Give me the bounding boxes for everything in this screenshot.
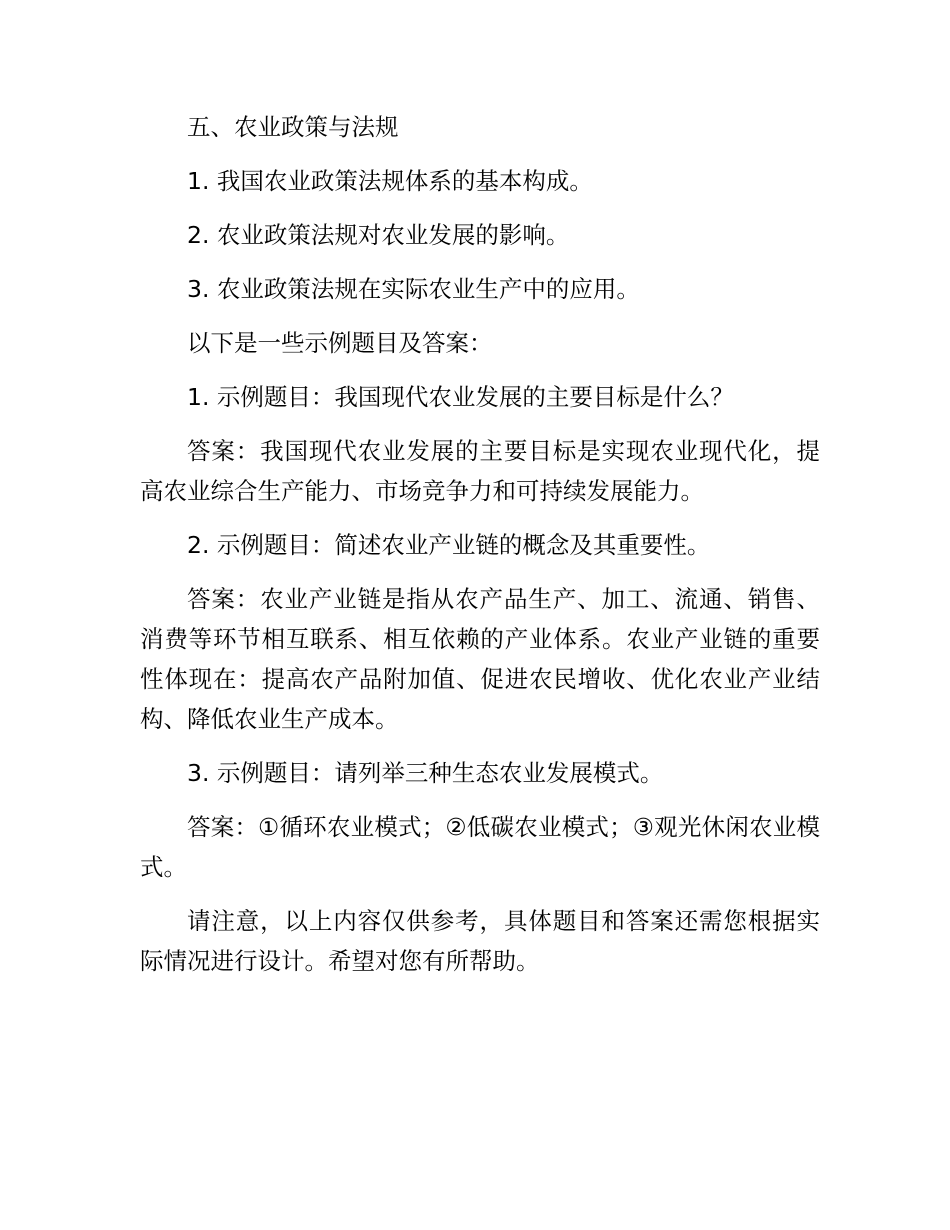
list-item: 1. 我国农业政策法规体系的基本构成。	[187, 167, 593, 195]
list-item: 3. 农业政策法规在实际农业生产中的应用。	[187, 275, 640, 303]
document-body	[140, 107, 820, 995]
closing-note: 请注意，以上内容仅供参考，具体题目和答案还需您根据实际情况进行设计。希望对您有所帮助。	[140, 907, 820, 975]
example-question: 1. 示例题目：我国现代农业发展的主要目标是什么？	[187, 383, 734, 411]
example-answer: 答案：我国现代农业发展的主要目标是实现农业现代化，提高农业综合生产能力、市场竞争力和可持续发展能力。	[140, 437, 820, 505]
section-heading: 五、农业政策与法规	[187, 113, 399, 141]
list-item: 2. 农业政策法规对农业发展的影响。	[187, 221, 570, 249]
example-answer: 答案：农业产业链是指从农产品生产、加工、流通、销售、消费等环节相互联系、相互依赖的产业体系。农业产业链的重要性体现在：提高农产品附加值、促进农民增收、优化农业产业结构、降低农业生产成本。	[140, 585, 820, 733]
example-answer: 答案：①循环农业模式；②低碳农业模式；③观光休闲农业模式。	[140, 813, 820, 881]
intro-paragraph: 以下是一些示例题目及答案：	[187, 329, 493, 357]
example-question: 2. 示例题目：简述农业产业链的概念及其重要性。	[187, 531, 711, 559]
example-question: 3. 示例题目：请列举三种生态农业发展模式。	[187, 759, 664, 787]
